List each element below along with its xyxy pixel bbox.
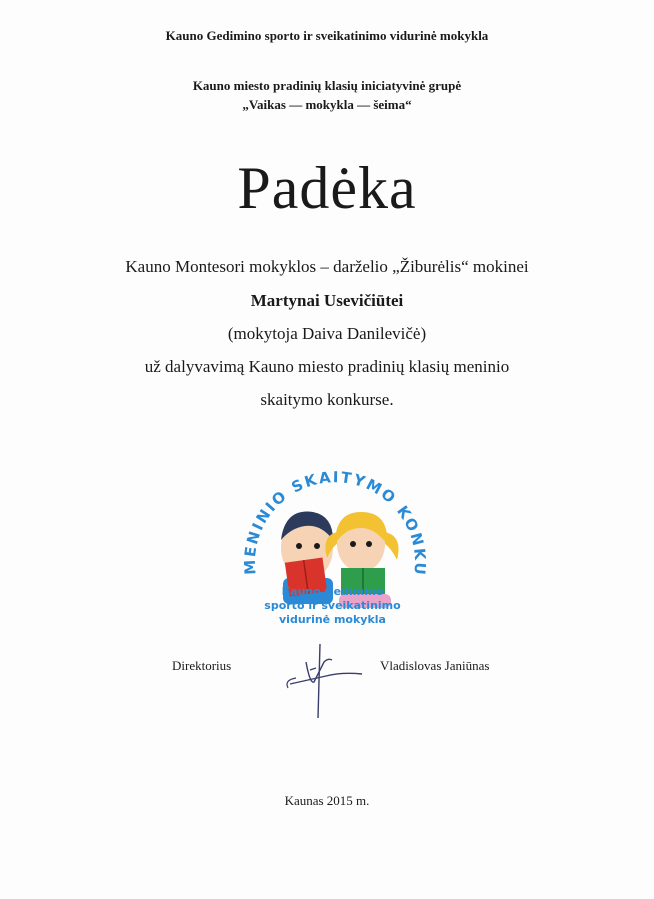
- group-line-1: Kauno miesto pradinių klasių iniciatyvinė grupė: [192, 78, 462, 93]
- handwritten-signature-icon: [280, 640, 370, 720]
- reason-line-2: skaitymo konkurse.: [260, 390, 394, 409]
- signatory-name: Vladislovas Janiūnas: [380, 658, 490, 673]
- certificate-title: Padėka: [237, 155, 417, 221]
- school-name: Kauno Gedimino sporto ir sveikatinimo vidurinė mokykla: [165, 28, 489, 43]
- reason-line-1: už dalyvavimą Kauno miesto pradinių klasių meninio: [144, 357, 510, 376]
- teacher-name: (mokytoja Daiva Danilevičė): [227, 324, 427, 343]
- signatory-role: Direktorius: [172, 658, 232, 673]
- group-line-2: „Vaikas — mokykla — šeima“: [242, 97, 412, 112]
- initiative-group: [0, 76, 654, 114]
- recipient-school: Kauno Montesori mokyklos – darželio „Žiburėlis“ mokinei: [125, 257, 529, 276]
- recipient-name: Martynai Usevičiūtei: [250, 291, 404, 310]
- logo-school-line-2: sporto ir sveikatinimo: [264, 599, 401, 612]
- logo-school-line-3: vidurinė mokykla: [279, 613, 386, 626]
- logo-arc-text: MENINIO SKAITYMO KONKU: [240, 468, 430, 578]
- logo-school-line-1: Kauno Gedimino: [281, 585, 384, 598]
- place-and-date: Kaunas 2015 m.: [284, 793, 370, 808]
